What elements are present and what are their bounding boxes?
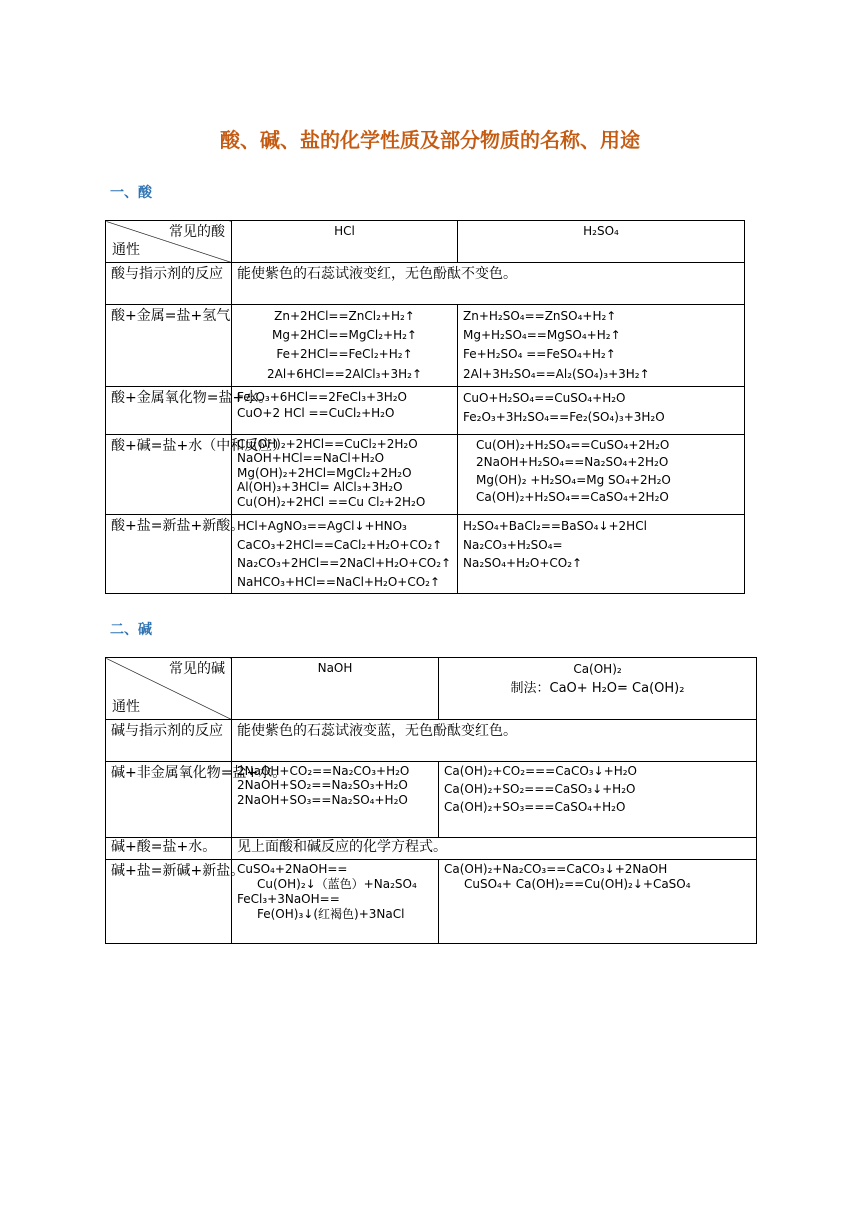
equation: Zn+H₂SO₄==ZnSO₄+H₂↑ bbox=[463, 309, 617, 323]
equation: Ca(OH)₂+Na₂CO₃==CaCO₃↓+2NaOH bbox=[444, 862, 668, 876]
equation: Fe₂O₃+3H₂SO₄==Fe₂(SO₄)₃+3H₂O bbox=[463, 409, 665, 424]
equation: Cu(OH)₂+2HCl==CuCl₂+2H₂O bbox=[237, 437, 418, 451]
base-corner-top: 常见的碱 bbox=[169, 661, 225, 677]
equation-cell bbox=[232, 435, 458, 515]
equation-cell bbox=[232, 860, 439, 944]
base-corner-bottom: 通性 bbox=[112, 699, 140, 716]
acid-table bbox=[105, 220, 745, 594]
equation: Al(OH)₃+3HCl= AlCl₃+3H₂O bbox=[237, 480, 403, 495]
base-corner-cell bbox=[106, 658, 232, 720]
row-label: 酸+碱=盐+水（中和反应） bbox=[106, 435, 232, 515]
page-title: 酸、碱、盐的化学性质及部分物质的名称、用途 bbox=[220, 128, 640, 152]
table-row bbox=[106, 387, 745, 435]
equation-cell bbox=[458, 387, 745, 435]
equation: Fe₂O₃+6HCl==2FeCl₃+3H₂O bbox=[237, 390, 407, 404]
equation: Na₂SO₄+H₂O+CO₂↑ bbox=[463, 556, 583, 571]
equation: Ca(OH)₂+H₂SO₄==CaSO₄+2H₂O bbox=[476, 490, 669, 505]
table-row bbox=[106, 435, 745, 515]
equation-cell bbox=[232, 515, 458, 594]
equation: 2NaOH+H₂SO₄==Na₂SO₄+2H₂O bbox=[476, 455, 669, 470]
equation: NaHCO₃+HCl==NaCl+H₂O+CO₂↑ bbox=[237, 574, 441, 589]
caoh2-preparation: 制法：CaO+ H₂O= Ca(OH)₂ bbox=[510, 681, 685, 697]
table-row bbox=[106, 860, 757, 944]
equation-cell bbox=[232, 305, 458, 387]
equation-cell bbox=[439, 762, 757, 838]
acid-table-header-row bbox=[106, 221, 745, 263]
equation: Fe(OH)₃↓(红褐色)+3NaCl bbox=[257, 907, 405, 921]
table-row bbox=[106, 720, 757, 762]
acid-col-hcl: HCl bbox=[232, 221, 458, 263]
equation-cell bbox=[458, 515, 745, 594]
equation: Na₂CO₃+2HCl==2NaCl+H₂O+CO₂↑ bbox=[237, 556, 452, 571]
table-row bbox=[106, 305, 745, 387]
equation: FeCl₃+3NaOH== bbox=[237, 892, 340, 906]
row-label: 碱+酸=盐+水。 bbox=[106, 838, 232, 860]
row-label: 酸+盐=新盐+新酸。 bbox=[106, 515, 232, 594]
equation-cell bbox=[232, 762, 439, 838]
table-row bbox=[106, 515, 745, 594]
table-row bbox=[106, 838, 757, 860]
equation: NaOH+HCl==NaCl+H₂O bbox=[237, 451, 385, 466]
equation-cell bbox=[439, 860, 757, 944]
base-table bbox=[105, 657, 757, 944]
equation: Cu(OH)₂+2HCl ==Cu Cl₂+2H₂O bbox=[237, 494, 426, 509]
equation: 2Al+3H₂SO₄==Al₂(SO₄)₃+3H₂↑ bbox=[463, 366, 650, 381]
equation: Mg(OH)₂+2HCl=MgCl₂+2H₂O bbox=[237, 465, 412, 480]
equation: H₂SO₄+BaCl₂==BaSO₄↓+2HCl bbox=[463, 519, 647, 533]
equation: CuO+2 HCl ==CuCl₂+H₂O bbox=[237, 406, 395, 421]
merged-cell: 能使紫色的石蕊试液变蓝，无色酚酞变红色。 bbox=[232, 720, 757, 762]
acid-corner-top: 常见的酸 bbox=[169, 224, 225, 240]
table-row bbox=[106, 263, 745, 305]
equation: Na₂CO₃+H₂SO₄= bbox=[463, 537, 563, 552]
equation: Ca(OH)₂+SO₃===CaSO₄+H₂O bbox=[444, 800, 626, 814]
merged-cell: 见上面酸和碱反应的化学方程式。 bbox=[232, 838, 757, 860]
equation: Fe+H₂SO₄ ==FeSO₄+H₂↑ bbox=[463, 347, 616, 362]
merged-cell: 能使紫色的石蕊试液变红，无色酚酞不变色。 bbox=[232, 263, 745, 305]
base-table-header-row bbox=[106, 658, 757, 720]
acid-col-h2so4: H₂SO₄ bbox=[458, 221, 745, 263]
row-label: 酸与指示剂的反应 bbox=[106, 263, 232, 305]
equation: Cu(OH)₂+H₂SO₄==CuSO₄+2H₂O bbox=[476, 438, 670, 452]
equation: 2NaOH+SO₂==Na₂SO₃+H₂O bbox=[237, 778, 408, 793]
row-label: 碱与指示剂的反应 bbox=[106, 720, 232, 762]
equation: 2NaOH+CO₂==Na₂CO₃+H₂O bbox=[237, 764, 410, 778]
row-label: 酸+金属=盐+氢气 bbox=[106, 305, 232, 387]
table-row bbox=[106, 762, 757, 838]
equation: CuSO₄+ Ca(OH)₂==Cu(OH)₂↓+CaSO₄ bbox=[464, 877, 691, 891]
acid-section-heading: 一、酸 bbox=[110, 185, 152, 201]
equation: Mg(OH)₂ +H₂SO₄=Mg SO₄+2H₂O bbox=[476, 472, 671, 487]
equation: Mg+H₂SO₄==MgSO₄+H₂↑ bbox=[463, 328, 621, 343]
equation: CuO+H₂SO₄==CuSO₄+H₂O bbox=[463, 391, 626, 405]
equation: CuSO₄+2NaOH== bbox=[237, 862, 348, 876]
equation: Zn+2HCl==ZnCl₂+H₂↑ bbox=[274, 309, 415, 323]
equation-cell bbox=[458, 305, 745, 387]
equation: 2NaOH+SO₃==Na₂SO₄+H₂O bbox=[237, 792, 408, 807]
equation: CaCO₃+2HCl==CaCl₂+H₂O+CO₂↑ bbox=[237, 537, 443, 552]
equation-cell bbox=[232, 387, 458, 435]
base-col-caoh2 bbox=[439, 658, 757, 720]
equation: Mg+2HCl==MgCl₂+H₂↑ bbox=[272, 328, 417, 343]
acid-corner-cell bbox=[106, 221, 232, 263]
equation-cell bbox=[458, 435, 745, 515]
equation: HCl+AgNO₃==AgCl↓+HNO₃ bbox=[237, 519, 407, 533]
acid-corner-bottom: 通性 bbox=[112, 242, 140, 259]
base-section-heading: 二、碱 bbox=[110, 622, 152, 638]
row-label: 碱+非金属氧化物=盐+水。 bbox=[106, 762, 232, 838]
equation: Cu(OH)₂↓（蓝色）+Na₂SO₄ bbox=[257, 877, 417, 891]
row-label: 酸+金属氧化物=盐+水。 bbox=[106, 387, 232, 435]
equation: Fe+2HCl==FeCl₂+H₂↑ bbox=[276, 347, 413, 362]
row-label: 碱+盐=新碱+新盐。 bbox=[106, 860, 232, 944]
caoh2-formula: Ca(OH)₂ bbox=[573, 662, 622, 676]
equation: 2Al+6HCl==2AlCl₃+3H₂↑ bbox=[267, 366, 422, 381]
base-col-naoh: NaOH bbox=[232, 658, 439, 720]
equation: Ca(OH)₂+SO₂===CaSO₃↓+H₂O bbox=[444, 782, 636, 796]
equation: Ca(OH)₂+CO₂===CaCO₃↓+H₂O bbox=[444, 764, 637, 778]
